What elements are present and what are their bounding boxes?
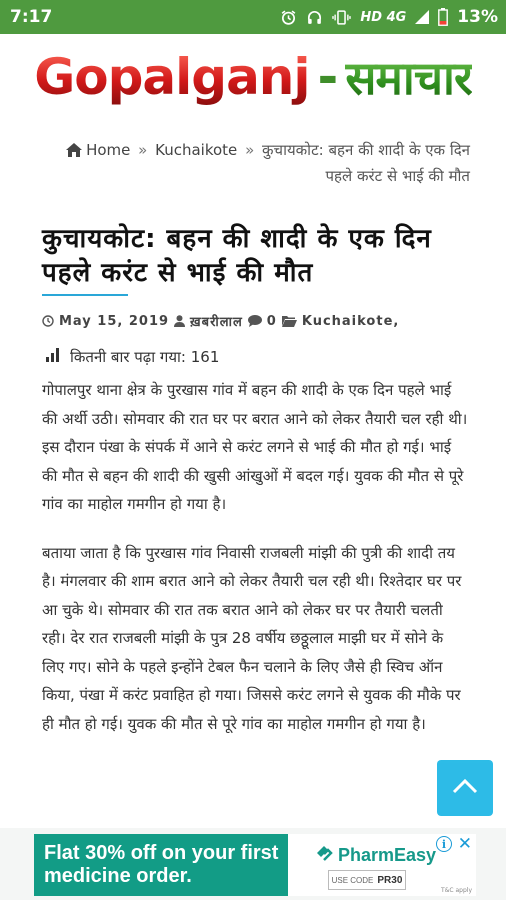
clock-icon <box>42 315 54 327</box>
post-meta <box>42 312 482 330</box>
comment-count[interactable]: 0 <box>266 313 277 329</box>
scroll-top-button[interactable] <box>437 760 493 816</box>
breadcrumb-category[interactable]: Kuchaikote <box>155 141 238 159</box>
ad-brand[interactable] <box>314 843 436 868</box>
post-date: May 15, 2019 <box>59 313 170 329</box>
ad-code-label: USE CODE <box>331 875 374 885</box>
logo-dash: - <box>317 48 338 106</box>
headset-icon <box>306 9 323 26</box>
status-bar <box>0 0 506 34</box>
breadcrumb <box>50 138 470 188</box>
title-underline <box>42 294 128 296</box>
ad-info-icon[interactable]: i <box>436 836 452 852</box>
network-type: HD 4G <box>360 9 407 25</box>
breadcrumb-current: कुचायकोट: बहन की शादी के एक दिन पहले करंट से भाई की मौत <box>262 141 470 185</box>
ad-banner-area <box>0 828 506 900</box>
comment-icon <box>248 315 262 327</box>
post-author[interactable]: ख़बरीलाल <box>190 315 243 330</box>
ad-headline[interactable]: Flat 30% off on your first medicine order. <box>34 834 288 896</box>
view-count-label: कितनी बार पढ़ा गया: 161 <box>70 348 220 366</box>
article-body <box>42 376 470 758</box>
ad-terms: T&C apply <box>441 887 472 894</box>
page-title: कुचायकोट: बहन की शादी के एक दिन पहले करंट से भाई की मौत <box>42 224 432 288</box>
battery-icon <box>438 8 448 26</box>
view-count <box>46 347 219 367</box>
article-paragraph: बताया जाता है कि पुरखास गांव निवासी राजबली मांझी की पुत्री की शादी तय है। मंगलवार की शाम बरात आने को लेकर तैयारी चल रही थी। रिश्तेदार घर पर आ चुके थे। सोमवार की रात तक बरात आने को लेकर घर पर तैयारी चलती रही। देर रात राजबली मांझी के पुत्र 28 वर्षीय छठ्ठूलाल माझी घर में सोने के लिए गए। सोने के पहले इन्होंने टेबल फैन चलाने के लिए जैसे ही स्विच ऑन किया, पंखा में करंट प्रवाहित हो गया। जिससे करंट लगने से युवक की मौके पर ही मौत हो गई। युवक की मौत से पूरे गांव का माहोल गमगीन हो गया है। <box>42 543 462 733</box>
article-paragraph: गोपालपुर थाना क्षेत्र के पुरखास गांव में बहन की शादी के एक दिन पहले भाई की अर्थी उठी। सोमवार की रात घर पर बरात आने को लेकर तैयारी चल रही थी। इस दौरान पंखा के संपर्क में आने से करंट लगने से भाई की मौत हो गई। भाई की मौत से बहन की शादी की खुसी आंखुओं में बदल गई। युवक की मौत से पूरे गांव का माहोल गमगीन हो गया है। <box>42 381 468 513</box>
home-icon <box>66 140 82 164</box>
pharmeasy-logo-icon <box>314 843 334 868</box>
ad-code-value: PR30 <box>377 874 403 886</box>
breadcrumb-separator: » <box>245 141 255 159</box>
ad-brand-name: PharmEasy <box>338 845 437 865</box>
vibrate-icon <box>332 9 351 26</box>
breadcrumb-separator: » <box>138 141 148 159</box>
ad-close-icon[interactable]: ✕ <box>457 834 472 854</box>
chevron-up-icon <box>452 778 478 798</box>
ad-banner[interactable] <box>34 834 476 896</box>
user-icon <box>174 315 185 327</box>
alarm-icon <box>280 9 297 26</box>
logo-hindi: समाचार <box>345 46 471 108</box>
battery-percent: 13% <box>457 7 498 27</box>
site-logo[interactable] <box>0 36 506 118</box>
signal-icon <box>415 10 429 24</box>
post-category[interactable]: Kuchaikote, <box>301 313 400 329</box>
folder-icon <box>282 315 297 327</box>
status-time: 7:17 <box>10 7 53 27</box>
ad-promo-code <box>328 870 406 890</box>
logo-english: Gopalganj <box>34 48 310 106</box>
breadcrumb-home[interactable]: Home <box>86 141 131 159</box>
bar-chart-icon <box>46 348 62 366</box>
